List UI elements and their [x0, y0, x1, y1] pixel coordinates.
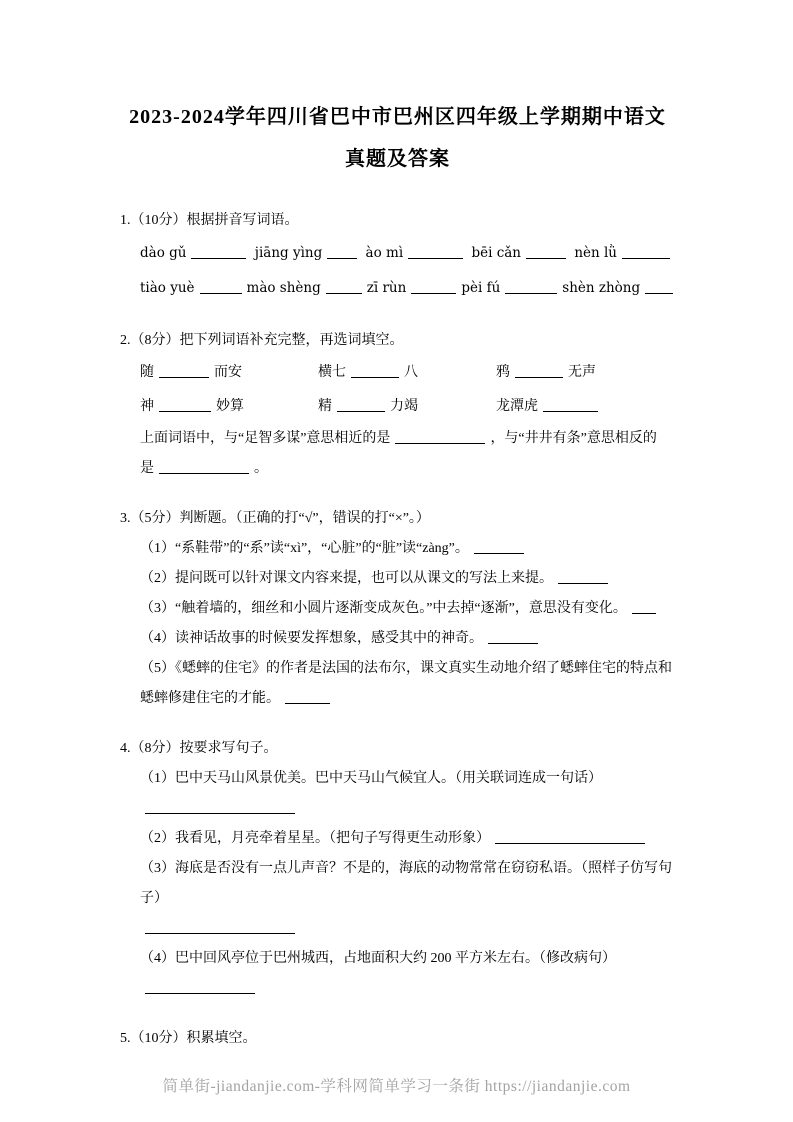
fill-sentence-line-1 — [120, 424, 675, 454]
pinyin-row-2 — [120, 271, 675, 306]
judge-item-4 — [120, 624, 675, 654]
answer-blank — [327, 245, 357, 259]
answer-blank — [159, 460, 249, 474]
answer-blank — [408, 245, 463, 259]
pinyin-text: bēi cǎn — [471, 245, 521, 261]
answer-blank — [191, 245, 246, 259]
word-item — [496, 390, 603, 424]
answer-blank — [474, 540, 524, 554]
question-4 — [120, 734, 675, 1004]
exam-title-line2: 真题及答案 — [345, 148, 450, 170]
answer-blank — [543, 398, 598, 412]
pinyin-item — [471, 236, 571, 271]
exam-title-line1: 2023-2024学年四川省巴中市巴州区四年级上学期期中语文 — [129, 106, 666, 128]
pinyin-text: zī rùn — [366, 280, 407, 296]
pinyin-text: pèi fú — [461, 280, 501, 296]
fill-text: ，与“井井有条”意思相反的 — [490, 431, 657, 446]
word-item — [318, 356, 496, 390]
question-3-heading: 3.（5分）判断题。（正确的打“√”，错误的打“×”。） — [120, 511, 430, 526]
answer-blank — [285, 690, 330, 704]
word-pre: 精 — [318, 399, 332, 414]
question-3 — [120, 504, 675, 714]
word-post: 力竭 — [390, 399, 418, 414]
judge-text: （4）读神话故事的时候要发挥想象，感受其中的神奇。 — [140, 631, 483, 646]
word-item — [140, 390, 318, 424]
answer-blank — [411, 280, 456, 294]
word-completion-row-1 — [120, 356, 675, 390]
answer-line — [120, 914, 675, 944]
answer-blank — [145, 800, 295, 814]
answer-blank — [526, 245, 566, 259]
pinyin-text: tiào yuè — [140, 280, 195, 296]
answer-blank — [159, 364, 209, 378]
question-1 — [120, 206, 675, 306]
fill-text: 上面词语中，与“足智多谋”意思相近的是 — [140, 431, 391, 446]
answer-blank — [505, 280, 557, 294]
pinyin-item — [461, 271, 562, 306]
pinyin-item — [562, 271, 678, 306]
word-pre: 龙潭虎 — [496, 399, 538, 414]
answer-blank — [632, 600, 656, 614]
word-completion-row-2 — [120, 390, 675, 424]
question-4-heading: 4.（8分）按要求写句子。 — [120, 741, 278, 756]
answer-blank — [515, 364, 563, 378]
exam-title — [120, 96, 675, 180]
answer-line — [120, 974, 675, 1004]
word-pre: 横七 — [318, 365, 346, 380]
question-5-heading: 5.（10分）积累填空。 — [120, 1031, 257, 1046]
pinyin-text: ào mì — [365, 245, 404, 261]
pinyin-text: dào gǔ — [140, 245, 187, 261]
answer-blank — [159, 398, 211, 412]
word-post: 妙算 — [216, 399, 244, 414]
word-pre: 鸦 — [496, 365, 510, 380]
pinyin-item — [367, 271, 462, 306]
judge-item-2 — [120, 564, 675, 594]
word-post: 八 — [404, 365, 418, 380]
answer-line — [120, 794, 675, 824]
sentence-item-3 — [120, 854, 675, 914]
fill-sentence-line-2 — [120, 454, 675, 484]
pinyin-item — [255, 236, 362, 271]
judge-item-3 — [120, 594, 675, 624]
question-5 — [120, 1024, 675, 1054]
answer-blank — [645, 280, 673, 294]
pinyin-text: shèn zhòng — [562, 280, 641, 296]
answer-blank — [395, 430, 485, 444]
answer-blank — [326, 280, 362, 294]
pinyin-item — [366, 236, 469, 271]
word-post: 而安 — [214, 365, 242, 380]
pinyin-item — [140, 236, 251, 271]
answer-blank — [145, 920, 295, 934]
question-2 — [120, 326, 675, 484]
question-1-heading: 1.（10分）根据拼音写词语。 — [120, 213, 299, 228]
word-item — [496, 356, 596, 390]
answer-blank — [337, 398, 385, 412]
answer-blank — [351, 364, 399, 378]
answer-blank — [200, 280, 242, 294]
answer-blank — [495, 830, 645, 844]
pinyin-item — [140, 271, 247, 306]
sentence-item-1 — [120, 764, 675, 794]
answer-blank — [145, 980, 255, 994]
fill-text: 是 — [140, 461, 154, 476]
judge-text: （1）“系鞋带”的“系”读“xì”，“心脏”的“脏”读“zàng”。 — [140, 541, 469, 556]
word-pre: 随 — [140, 365, 154, 380]
pinyin-text: mào shèng — [246, 280, 321, 296]
answer-blank — [622, 245, 670, 259]
fill-text: 。 — [254, 461, 268, 476]
judge-text: （2）提问既可以针对课文内容来提，也可以从课文的写法上来提。 — [140, 571, 553, 586]
judge-item-1 — [120, 534, 675, 564]
answer-blank — [558, 570, 608, 584]
pinyin-text: nèn lǜ — [574, 245, 617, 261]
pinyin-row-1 — [120, 236, 675, 271]
word-item — [140, 356, 318, 390]
judge-text: （5）《蟋蟀的住宅》的作者是法国的法布尔，课文真实生动地介绍了蟋蟀住宅的特点和蟋蟀修建住宅的才能。 — [140, 661, 672, 706]
sentence-text: （3）海底是否没有一点儿声音？不是的，海底的动物常常在窃窃私语。（照样子仿写句子） — [140, 861, 672, 906]
sentence-item-2 — [120, 824, 675, 854]
sentence-text: （2）我看见，月亮牵着星星。（把句子写得更生动形象） — [140, 831, 490, 846]
question-2-heading: 2.（8分）把下列词语补充完整，再选词填空。 — [120, 333, 404, 348]
word-pre: 神 — [140, 399, 154, 414]
pinyin-item — [247, 271, 367, 306]
answer-blank — [488, 630, 538, 644]
pinyin-item — [574, 236, 675, 271]
pinyin-text: jiāng yìng — [254, 245, 323, 261]
sentence-text: （4）巴中回风亭位于巴州城西，占地面积大约 200 平方米左右。（修改病句） — [140, 951, 616, 966]
judge-item-5 — [120, 654, 675, 714]
footer-watermark: 简单街-jiandanjie.com-学科网简单学习一条街 https://jiandanjie.com — [162, 1078, 631, 1095]
word-item — [318, 390, 496, 424]
sentence-item-4 — [120, 944, 675, 974]
sentence-text: （1）巴中天马山风景优美。巴中天马山气候宜人。（用关联词连成一句话） — [140, 771, 602, 786]
judge-text: （3）“触着墙的，细丝和小圆片逐渐变成灰色。”中去掉“逐渐”，意思没有变化。 — [140, 601, 627, 616]
word-post: 无声 — [568, 365, 596, 380]
